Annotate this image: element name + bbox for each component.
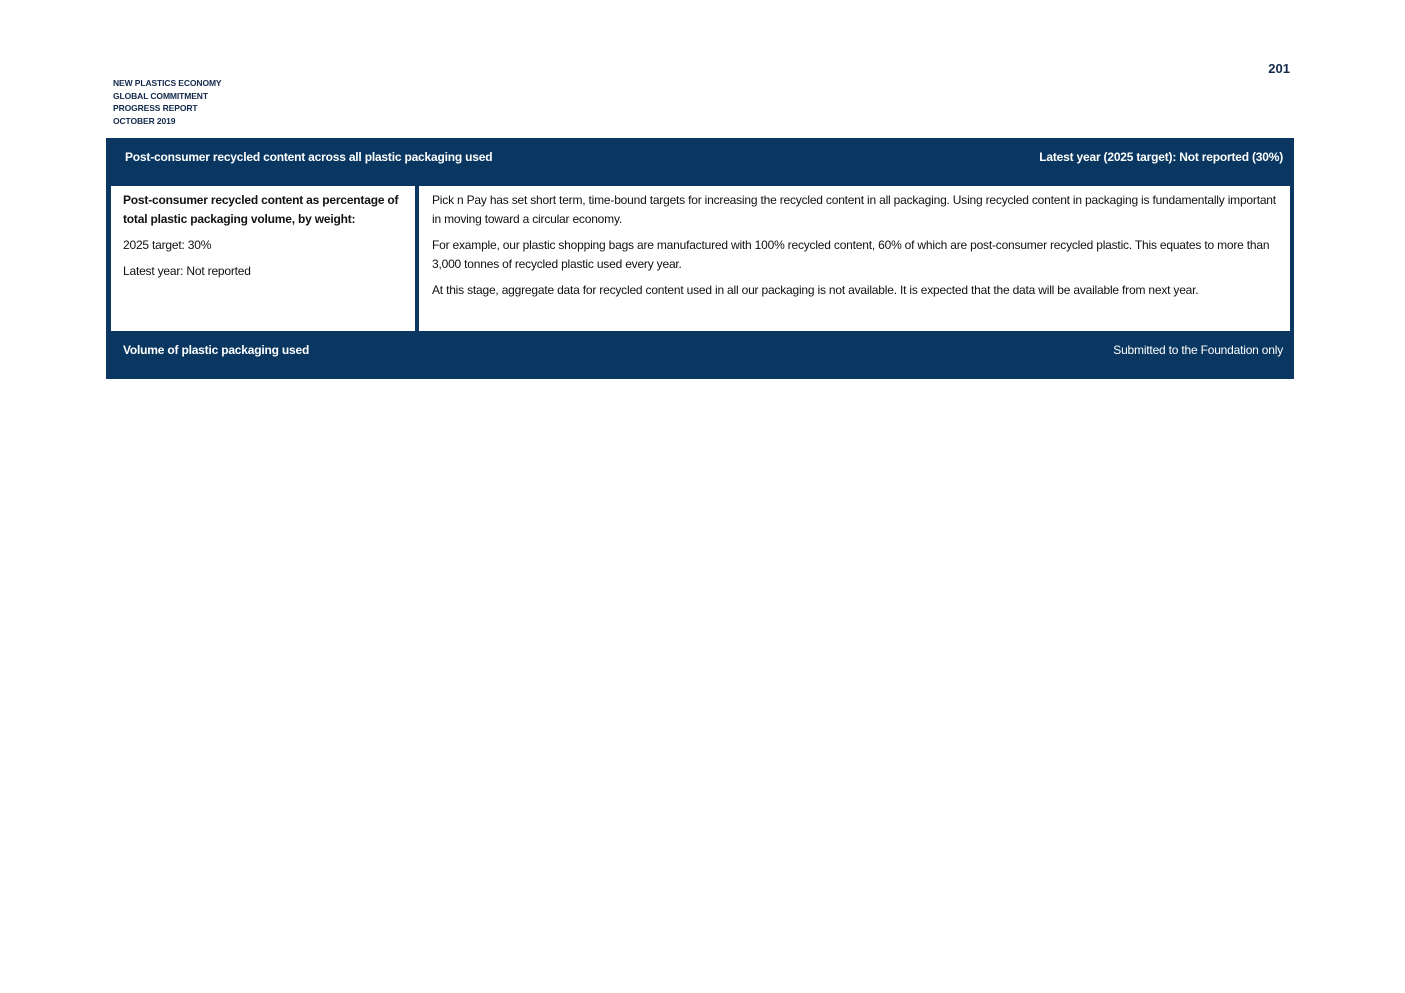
- metric-target: 2025 target: 30%: [123, 238, 212, 252]
- report-header: [113, 77, 313, 127]
- panel-footer-row: [106, 331, 1294, 379]
- report-header-line-3: PROGRESS REPORT: [113, 103, 198, 113]
- metric-latest: Latest year: Not reported: [123, 264, 251, 278]
- commentary-paragraph-3: At this stage, aggregate data for recycled content used in all our packaging is not available. It is expected that the data will be available from next year.: [432, 283, 1199, 297]
- panel-status: Latest year (2025 target): Not reported (30%): [1039, 150, 1283, 164]
- panel-title: Post-consumer recycled content across all plastic packaging used: [125, 150, 493, 164]
- panel-title-row: [106, 138, 1294, 182]
- report-header-line-1: NEW PLASTICS ECONOMY: [113, 78, 222, 88]
- recycled-content-panel: [106, 138, 1294, 379]
- report-header-line-2: GLOBAL COMMITMENT: [113, 90, 208, 101]
- panel-content-row: [111, 186, 1290, 331]
- footer-status: Submitted to the Foundation only: [1113, 343, 1283, 357]
- commentary-cell: [419, 186, 1290, 331]
- footer-title: Volume of plastic packaging used: [123, 343, 310, 357]
- commentary-paragraph-2: For example, our plastic shopping bags are manufactured with 100% recycled content, 60% of which are post-consumer recycled plastic. This equates to more than 3,000 tonnes of recycled plastic used every year.: [432, 238, 1270, 271]
- commentary-paragraph-1: Pick n Pay has set short term, time-bound targets for increasing the recycled content in all packaging. Using recycled content in packaging is fundamentally important in moving toward a circular economy.: [432, 193, 1276, 226]
- metric-label: Post-consumer recycled content as percentage of total plastic packaging volume, by weight:: [123, 193, 399, 226]
- page-number: 201: [1268, 61, 1290, 76]
- metric-cell: [111, 186, 415, 331]
- report-header-line-4: OCTOBER 2019: [113, 115, 176, 126]
